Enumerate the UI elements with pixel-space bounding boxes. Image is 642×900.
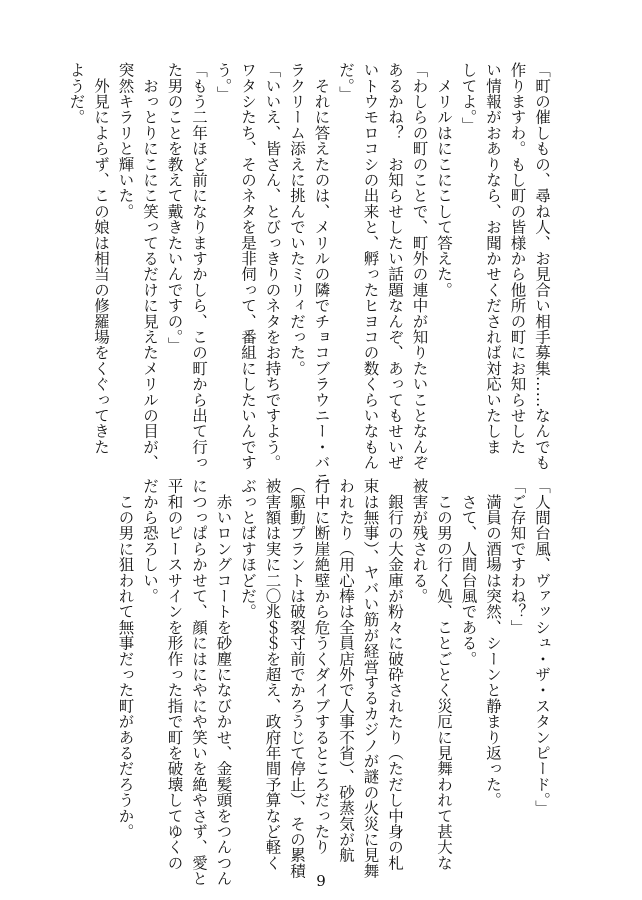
text-line: た男のことを教えて戴きたいんですの。」 <box>165 62 184 353</box>
text-line: だ。」 <box>337 62 355 102</box>
text-line: さて、人間台風である。 <box>459 478 478 667</box>
text-line: 「人間台風、ヴァッシュ・ザ・スタンピード。」 <box>533 478 551 816</box>
text-line: （駆動プラントは破裂寸前でかろうじて停止）、その累積 <box>288 478 306 879</box>
text-line: 銀行の大金庫が粉々に破砕されたり（ただし中身の札 <box>386 478 404 871</box>
text-line: それに答えたのは、メリルの隣でチョコブラウニー・バニ <box>312 62 331 486</box>
bottom-text-block <box>113 478 554 887</box>
text-line: 束は無事）、ヤバい筋が経営するカジノが謎の火災に見舞 <box>361 478 380 879</box>
text-line: ラクリーム添えに挑んでいたミリィだった。 <box>288 62 306 376</box>
text-line: あるかね？ お知らせしたい話題なんぞ、あってもせいぜ <box>386 62 404 471</box>
text-line: 平和のピースサインを形作った指で町を破壊してゆくの <box>165 478 184 871</box>
text-line: 突然キラリと輝いた。 <box>116 62 135 219</box>
text-line: 作りますわ。もし町の皆様から他所の町にお知らせした <box>508 62 527 455</box>
text-line: メリルはにこにこして答えた。 <box>435 62 453 298</box>
text-line: 「いいえ、皆さん、とびっきりのネタをお持ちですよう。 <box>263 62 282 471</box>
page-number: 9 <box>316 872 326 890</box>
text-line: い情報がおありなら、お聞かせくだされば対応いたしま <box>484 62 502 455</box>
text-line: 赤いロングコートを砂塵になびかせ、金髪頭をつんつん <box>214 478 233 887</box>
text-line: 「町の催しもの、尋ね人、お見合い相手募集……なんでも <box>533 62 551 471</box>
text-line: 「ご存知ですわね？」 <box>508 478 527 635</box>
text-line: 被害が残される。 <box>410 478 429 604</box>
text-line: 被害額は実に二〇兆＄＄を超え、政府年間予算など軽く <box>263 478 282 871</box>
text-line: 外見によらず、この娘は相当の修羅場をくぐってきた <box>92 62 110 455</box>
text-line: 行中に断崖絶壁から危うくダイブするところだったり <box>312 478 331 855</box>
top-text-block <box>64 62 554 486</box>
text-line: われたり（用心棒は全員店外で人事不省）、砂蒸気が航 <box>337 478 355 863</box>
text-line: 「わしらの町のことで、町外の連中が知りたいことなんぞ <box>410 62 429 471</box>
text-line: ぶっとばすほどだ。 <box>239 478 257 620</box>
text-line: ワタシたち、そのネタを是非伺って、番組にしたいんです <box>239 62 257 471</box>
text-line: 満員の酒場は突然、シーンと静まり返った。 <box>484 478 502 808</box>
text-line: につっぱらかせて、顔にはにやにや笑いを絶やさず、愛と <box>190 478 208 887</box>
text-line: いトウモロコシの出来と、孵ったヒヨコの数くらいなもん <box>361 62 380 471</box>
text-line: ようだ。 <box>67 62 86 125</box>
text-line: この男に狙われて無事だった町があるだろうか。 <box>116 478 135 840</box>
text-line: この男の行く処、ことごとく災厄に見舞われて甚大な <box>435 478 453 871</box>
text-line: してよ。」 <box>459 62 478 133</box>
text-line: 「もう二年ほど前になりますかしら、この町から出て行っ <box>190 62 208 471</box>
text-line: おっとりにこにこ笑ってるだけに見えたメリルの目が、 <box>141 62 159 471</box>
text-line: う。」 <box>214 62 233 102</box>
text-line: だから恐ろしい。 <box>141 478 159 604</box>
